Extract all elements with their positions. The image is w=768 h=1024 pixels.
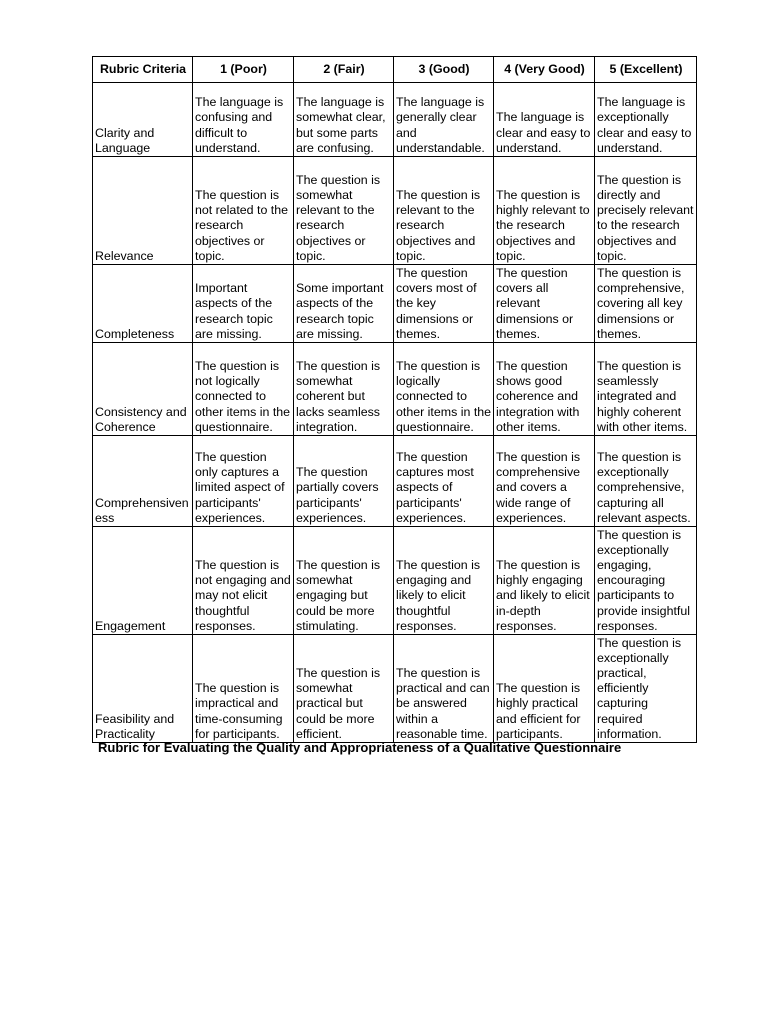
table-cell: The question is impractical and time-consuming for participants. <box>193 635 294 743</box>
table-cell: The question is engaging and likely to elicit thoughtful responses. <box>394 527 494 635</box>
table-cell: The question is logically connected to other items in the questionnaire. <box>394 343 494 436</box>
table-cell: The question is exceptionally practical, efficiently capturing required information. <box>595 635 697 743</box>
table-cell: The question is highly engaging and likely to elicit in-depth responses. <box>494 527 595 635</box>
criteria-cell: Consistency and Coherence <box>93 343 193 436</box>
table-cell: The question is not logically connected to other items in the questionnaire. <box>193 343 294 436</box>
table-row <box>93 527 697 635</box>
table-cell: Important aspects of the research topic are missing. <box>193 265 294 343</box>
criteria-cell: Clarity and Language <box>93 83 193 157</box>
table-cell: The language is clear and easy to understand. <box>494 83 595 157</box>
header-row <box>93 57 697 83</box>
header-score-3: 3 (Good) <box>394 57 494 83</box>
table-cell: The question is somewhat practical but could be more efficient. <box>294 635 394 743</box>
table-cell: The question is not related to the research objectives or topic. <box>193 157 294 265</box>
criteria-cell: Comprehensiveness <box>93 436 193 527</box>
rubric-table <box>92 56 697 743</box>
table-cell: The question shows good coherence and integration with other items. <box>494 343 595 436</box>
table-row <box>93 265 697 343</box>
table-row <box>93 635 697 743</box>
criteria-cell: Completeness <box>93 265 193 343</box>
table-cell: The question is somewhat engaging but could be more stimulating. <box>294 527 394 635</box>
header-score-1: 1 (Poor) <box>193 57 294 83</box>
table-cell: The question is comprehensive, covering all key dimensions or themes. <box>595 265 697 343</box>
table-cell: The question is somewhat relevant to the research objectives or topic. <box>294 157 394 265</box>
table-cell: The question is somewhat coherent but lacks seamless integration. <box>294 343 394 436</box>
header-criteria: Rubric Criteria <box>93 57 193 83</box>
table-row <box>93 343 697 436</box>
table-cell: The language is exceptionally clear and easy to understand. <box>595 83 697 157</box>
table-row <box>93 436 697 527</box>
table-cell: The question is not engaging and may not elicit thoughtful responses. <box>193 527 294 635</box>
header-score-5: 5 (Excellent) <box>595 57 697 83</box>
table-cell: The question is seamlessly integrated and highly coherent with other items. <box>595 343 697 436</box>
table-cell: The question is exceptionally comprehensive, capturing all relevant aspects. <box>595 436 697 527</box>
criteria-cell: Engagement <box>93 527 193 635</box>
table-cell: The question only captures a limited aspect of participants' experiences. <box>193 436 294 527</box>
table-cell: The question covers most of the key dimensions or themes. <box>394 265 494 343</box>
table-cell: Some important aspects of the research topic are missing. <box>294 265 394 343</box>
header-score-2: 2 (Fair) <box>294 57 394 83</box>
table-row <box>93 83 697 157</box>
header-score-4: 4 (Very Good) <box>494 57 595 83</box>
table-cell: The language is confusing and difficult to understand. <box>193 83 294 157</box>
table-row <box>93 157 697 265</box>
table-cell: The question captures most aspects of participants' experiences. <box>394 436 494 527</box>
criteria-cell: Relevance <box>93 157 193 265</box>
table-cell: The question is highly practical and efficient for participants. <box>494 635 595 743</box>
table-cell: The language is generally clear and understandable. <box>394 83 494 157</box>
table-caption: Rubric for Evaluating the Quality and Appropriateness of a Qualitative Questionnaire <box>98 740 622 755</box>
table-cell: The question is directly and precisely relevant to the research objectives and topic. <box>595 157 697 265</box>
criteria-cell: Feasibility and Practicality <box>93 635 193 743</box>
table-cell: The question is practical and can be answered within a reasonable time. <box>394 635 494 743</box>
table-cell: The question is comprehensive and covers a wide range of experiences. <box>494 436 595 527</box>
table-cell: The language is somewhat clear, but some parts are confusing. <box>294 83 394 157</box>
table-cell: The question covers all relevant dimensions or themes. <box>494 265 595 343</box>
table-cell: The question is exceptionally engaging, encouraging participants to provide insightful responses. <box>595 527 697 635</box>
table-cell: The question is relevant to the research objectives and topic. <box>394 157 494 265</box>
table-cell: The question partially covers participants' experiences. <box>294 436 394 527</box>
table-cell: The question is highly relevant to the research objectives and topic. <box>494 157 595 265</box>
